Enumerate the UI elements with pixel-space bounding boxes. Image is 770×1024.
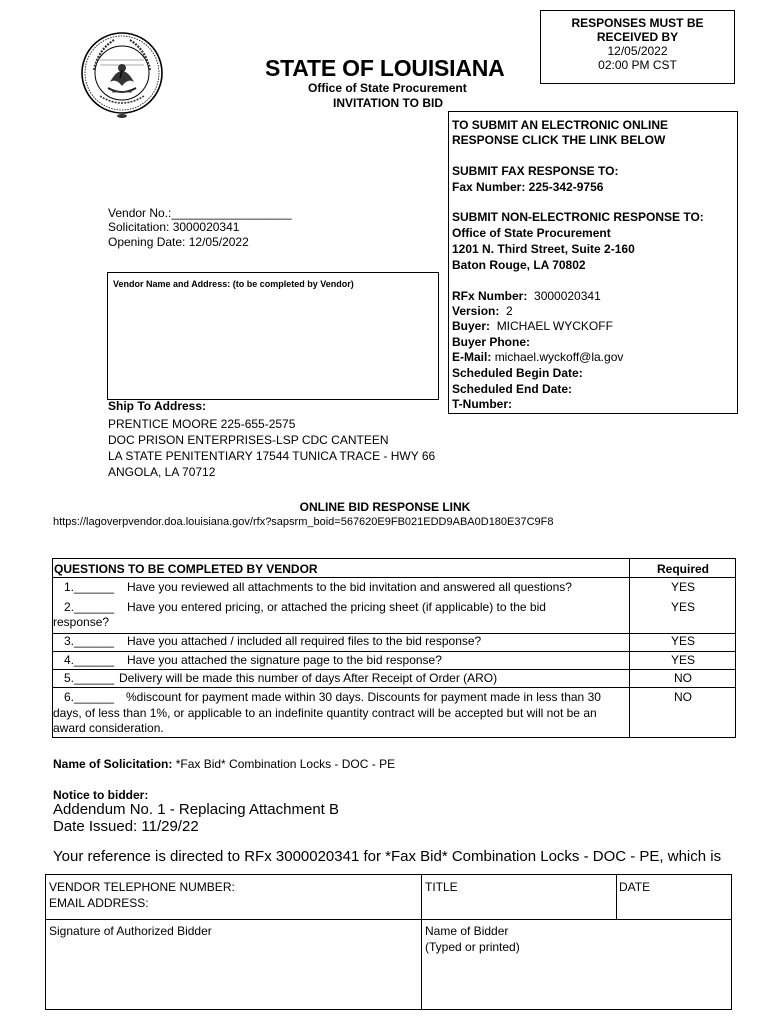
ship-to-line4: ANGOLA, LA 70712 — [108, 465, 216, 479]
electronic-response-line1: TO SUBMIT AN ELECTRONIC ONLINE — [452, 118, 668, 132]
question-2-required: YES — [670, 600, 695, 614]
question-1-required: YES — [670, 580, 695, 594]
deadline-date: 12/05/2022 — [607, 44, 668, 58]
rfx-buyer-value: MICHAEL WYCKOFF — [496, 319, 613, 333]
question-1-number[interactable]: 1.______ — [64, 580, 115, 594]
solicitation-name-value: *Fax Bid* Combination Locks - DOC - PE — [175, 757, 396, 771]
vendor-name-address-box[interactable] — [107, 272, 439, 400]
ship-to-line3: LA STATE PENITENTIARY 17544 TUNICA TRACE - HWY 66 — [108, 449, 436, 463]
rfx-version-label: Version: — [452, 304, 500, 318]
rfx-begin-date-label: Scheduled Begin Date: — [452, 366, 583, 380]
solicitation-name-label: Name of Solicitation: — [53, 757, 173, 771]
question-3-number[interactable]: 3.______ — [64, 634, 115, 648]
bidder-name-sublabel: (Typed or printed) — [425, 940, 520, 954]
question-2-text: Have you entered pricing, or attached the pricing sheet (if applicable) to the bid — [127, 600, 546, 614]
question-6-text-cont2: award consideration. — [53, 721, 164, 735]
mailing-address-line3: Baton Rouge, LA 70802 — [452, 258, 586, 272]
vendor-email-label[interactable]: EMAIL ADDRESS: — [49, 896, 149, 910]
question-2-text-cont: response? — [53, 615, 110, 629]
rfx-end-date-label: Scheduled End Date: — [452, 382, 573, 396]
ship-to-line1: PRENTICE MOORE 225-655-2575 — [108, 417, 296, 431]
vendor-phone-label[interactable]: VENDOR TELEPHONE NUMBER: — [49, 880, 235, 894]
rfx-email-value[interactable]: michael.wyckoff@la.gov — [494, 350, 624, 364]
fax-heading: SUBMIT FAX RESPONSE TO: — [452, 164, 619, 178]
rfx-number-label: RFx Number: — [452, 289, 528, 303]
rfx-buyer — [452, 319, 613, 334]
electronic-response-line2: RESPONSE CLICK THE LINK BELOW — [452, 133, 666, 147]
rfx-number-value: 3000020341 — [534, 289, 601, 303]
deadline-line1: RESPONSES MUST BE — [571, 16, 704, 30]
question-4-text: Have you attached the signature page to the bid response? — [127, 653, 442, 667]
table-row-rule — [52, 687, 736, 688]
table-row-rule — [52, 651, 736, 652]
rfx-tnumber-label: T-Number: — [452, 397, 512, 411]
question-5-text: Delivery will be made this number of days After Receipt of Order (ARO) — [119, 671, 498, 685]
state-seal-logo — [80, 30, 164, 120]
question-6-text: %discount for payment made within 30 days. Discounts for payment made in less than 30 — [126, 690, 601, 704]
office-name: Office of State Procurement — [308, 81, 467, 95]
notice-to-bidder-label: Notice to bidder: — [53, 788, 149, 802]
signature-col-divider — [421, 874, 422, 1010]
page-title: STATE OF LOUISIANA — [265, 55, 505, 81]
mailing-address-line1: Office of State Procurement — [452, 226, 611, 240]
date-label[interactable]: DATE — [619, 880, 651, 894]
bidder-name-label[interactable]: Name of Bidder — [425, 924, 509, 938]
deadline-time: 02:00 PM CST — [598, 58, 677, 72]
question-3-text: Have you attached / included all required files to the bid response? — [127, 634, 482, 648]
required-header: Required — [656, 562, 709, 576]
addendum-text: Addendum No. 1 - Replacing Attachment B — [53, 801, 339, 818]
question-4-required: YES — [670, 653, 695, 667]
reference-text: Your reference is directed to RFx 3000020341 for *Fax Bid* Combination Locks - DOC - PE, which is — [53, 848, 722, 865]
response-deadline-box — [540, 10, 735, 84]
deadline-line2: RECEIVED BY — [596, 30, 679, 44]
questions-header: QUESTIONS TO BE COMPLETED BY VENDOR — [54, 562, 318, 576]
question-2-number[interactable]: 2.______ — [64, 600, 115, 614]
ship-to-label: Ship To Address: — [108, 399, 207, 413]
date-issued: Date Issued: 11/29/22 — [53, 818, 199, 835]
signature-row-rule — [45, 919, 732, 920]
question-6-number[interactable]: 6.______ — [64, 690, 115, 704]
mailing-address-line2: 1201 N. Third Street, Suite 2-160 — [452, 242, 635, 256]
online-bid-link[interactable]: https://lagoverpvendor.doa.louisiana.gov/rfx?sapsrm_boid=567620E9FB021EDD9ABA0D180E37C9F8 — [53, 516, 554, 528]
question-5-required: NO — [674, 671, 692, 685]
rfx-email — [452, 350, 623, 365]
rfx-buyer-label: Buyer: — [452, 319, 491, 333]
rfx-version-value: 2 — [506, 304, 513, 318]
question-3-required: YES — [670, 634, 695, 648]
online-bid-title: ONLINE BID RESPONSE LINK — [299, 500, 471, 514]
title-label[interactable]: TITLE — [425, 880, 458, 894]
ship-to-line2: DOC PRISON ENTERPRISES-LSP CDC CANTEEN — [108, 433, 389, 447]
question-4-number[interactable]: 4.______ — [64, 653, 115, 667]
rfx-email-label: E-Mail: — [452, 350, 492, 364]
question-6-required: NO — [674, 690, 692, 704]
vendor-box-label: Vendor Name and Address: (to be completed by Vendor) — [113, 279, 354, 289]
date-col-divider — [616, 874, 617, 920]
fax-number: Fax Number: 225-342-9756 — [452, 180, 604, 194]
question-6-text-cont: days, of less than 1%, or applicable to an indefinite quantity contract will be accepted but will not be an — [53, 706, 597, 720]
rfx-buyer-phone-label: Buyer Phone: — [452, 335, 531, 349]
opening-date: Opening Date: 12/05/2022 — [108, 235, 249, 249]
question-1-text: Have you reviewed all attachments to the bid invitation and answered all questions? — [127, 580, 572, 594]
table-row-rule — [52, 669, 736, 670]
solicitation-number: Solicitation: 3000020341 — [108, 220, 240, 234]
document-subtitle: INVITATION TO BID — [333, 96, 443, 110]
vendor-number: Vendor No.:__________________ — [108, 206, 292, 220]
solicitation-name — [53, 757, 395, 771]
non-electronic-heading: SUBMIT NON-ELECTRONIC RESPONSE TO: — [452, 210, 704, 224]
rfx-number — [452, 289, 601, 304]
rfx-version — [452, 304, 513, 319]
question-5-number[interactable]: 5.______ — [64, 671, 115, 685]
table-header-rule — [52, 577, 736, 578]
signature-label[interactable]: Signature of Authorized Bidder — [49, 924, 212, 938]
